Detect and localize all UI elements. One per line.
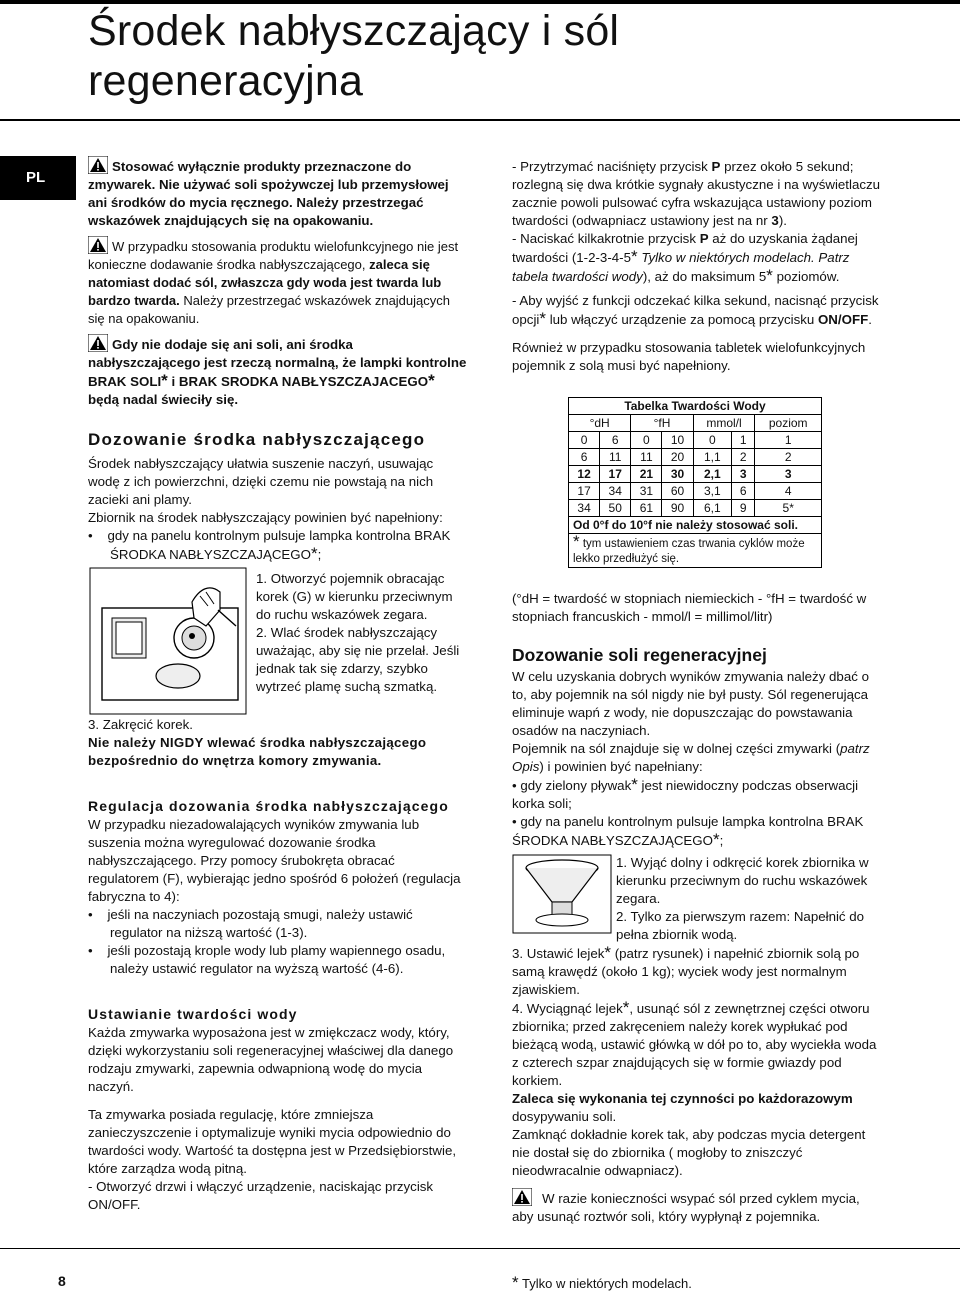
- warning-icon: [88, 156, 108, 174]
- table-row: 0 6 0 10 0 1 1: [569, 432, 822, 449]
- salt-close-cap: Zamknąć dokładnie korek tak, aby podczas mycia detergent nie dostał się do zbiornika ( mogłoby to zniszczyć nieodwracalnie odwapniacz).: [512, 1127, 866, 1178]
- right-column: [512, 158, 884, 1226]
- water-softener-text: Każda zmywarka wyposażona jest w zmiękczacz wody, który, dzięki wykorzystaniu soli regeneracyjnej właściwej dla danego rodzaju zmywarki, zapewnia odwapnioną wodę do mycia naczyń.: [88, 1025, 454, 1094]
- salt-container-location: Pojemnik na sól znajduje się w dolnej części zmywarki (patrz Opis) i powinien być napełniany:: [512, 741, 870, 774]
- hardness-step-press-p: - Naciskać kilkakrotnie przycisk P aż do uzyskania żądanej twardości (1-2-3-4-5* Tylko w niektórych modelach. Patrz tabela twardości wody), aż do maksimum 5* poziomów.: [512, 231, 858, 285]
- table-header: mmol/l: [693, 415, 755, 432]
- rinse-aid-step-3: 3. Zakręcić korek.: [88, 717, 193, 732]
- salt-recommendation: Zaleca się wykonania tej czynności po każdorazowym: [512, 1091, 853, 1106]
- table-row: 34 50 61 90 6,1 9 5*: [569, 500, 822, 517]
- table-row: 6 11 11 20 1,1 2 2: [569, 449, 822, 466]
- warning-icon: [88, 334, 108, 352]
- salt-step-1: 1. Wyjąć dolny i odkręcić korek zbiornika w kierunku przeciwnym do ruchu wskazówek zegara.: [616, 855, 869, 906]
- table-row: 17 34 31 60 3,1 6 4: [569, 483, 822, 500]
- rinse-aid-step-2: 2. Wlać środek nabłyszczający uważając, aby się nie przelał. Jeśli jednak tak się zdarzy, szybko wytrzeć plamę suchą szmatką.: [256, 625, 460, 694]
- heading-water-hardness: Ustawianie twardości wody: [88, 1006, 298, 1022]
- heading-rinse-aid-regulation: Regulacja dozowania środka nabłyszczającego: [88, 798, 449, 814]
- table-caption: Tabelka Twardości Wody: [569, 398, 822, 415]
- rinse-aid-bullet: • gdy na panelu kontrolnym pulsuje lampka kontrolna BRAK ŚRODKA NABŁYSZCZAJĄCEGO*;: [88, 528, 451, 563]
- hardness-step-open-door: - Otworzyć drzwi i włączyć urządzenie, naciskając przycisk ON/OFF.: [88, 1179, 434, 1212]
- heading-rinse-aid-dosing: Dozowanie środka nabłyszczającego: [88, 430, 426, 449]
- table-note: Od 0°f do 10°f nie należy stosować soli.: [569, 517, 822, 534]
- salt-step-4: 4. Wyciągnąć lejek*, usunąć sól z zewnętrznej części otworu zbiornika; przed zakręceniem należy korek wypłukać pod bieżącą wodą, ustawić główką w dół po to, aby wyciekła woda z czterech szpar znajdujących się w formie gwiazdy pod korkiem.: [512, 998, 877, 1088]
- footer-footnote: * Tylko w niektórych modelach.: [512, 1273, 692, 1292]
- page-title: [88, 6, 948, 106]
- footer-rule: [0, 1248, 960, 1249]
- salt-warning: W razie konieczności wsypać sól przed cyklem mycia, aby usunąć roztwór soli, który wypłynął z pojemnika.: [512, 1188, 884, 1226]
- rinse-aid-intro: Środek nabłyszczający ułatwia suszenie naczyń, usuwając wodę z ich powierzchni, dzięki czemu nie powstają na nich zacieki ani plamy.: [88, 456, 434, 507]
- multifunction-tablets-note: Również w przypadku stosowania tabletek wielofunkcyjnych pojemnik z solą musi być napełniony.: [512, 340, 866, 373]
- rinse-aid-never-warning: Nie należy NIGDY wlewać środka nabłyszczającego bezpośrednio do wnętrza komory zmywania.: [88, 735, 427, 768]
- salt-funnel-illustration: [512, 854, 612, 934]
- rinse-aid-fill-when: Zbiornik na środek nabłyszczający powinien być napełniony:: [88, 510, 443, 525]
- title-top-rule: [0, 0, 960, 4]
- hardness-step-hold-p: - Przytrzymać naciśnięty przycisk P przez około 5 sekund; rozlegną się dwa krótkie sygnały akustyczne i na wyświetlaczu zacznie powoli pulsować cyfra wskazująca ustawiony poziom twardości (odwapniacz ustawiony jest na nr 3).: [512, 159, 881, 228]
- table-header: °fH: [631, 415, 693, 432]
- hardness-regulation-text: Ta zmywarka posiada regulację, które zmniejsza zanieczyszczenie i optymalizuje wyniki mycia odpowiednio do twardości wody. Wartość ta dostępna jest w Przedsiębiorstwie, które zarządza wodą pitną.: [88, 1107, 457, 1176]
- salt-bullet-2: • gdy na panelu kontrolnym pulsuje lampka kontrolna BRAK ŚRODKA NABŁYSZCZAJĄCEGO*;: [512, 814, 864, 849]
- salt-bullet-1: • gdy zielony pływak* jest niewidoczny podczas obserwacji korka soli;: [512, 775, 859, 811]
- regulation-bullet-2: • jeśli pozostają krople wody lub plamy wapiennego osadu, należy ustawić regulator na wyższą wartość (4-6).: [88, 943, 446, 976]
- rinse-aid-step-1: 1. Otworzyć pojemnik obracając korek (G) w kierunku przeciwnym do ruchu wskazówek zegara.: [256, 571, 453, 622]
- left-column: [88, 156, 468, 1214]
- salt-steps: [612, 854, 884, 944]
- language-tab: PL: [0, 156, 76, 200]
- rinse-aid-figure-row: [88, 566, 468, 716]
- warning-icon: [88, 236, 108, 254]
- hardness-step-exit: - Aby wyjść z funkcji odczekać kilka sekund, nacisnąć przycisk opcji* lub włączyć urządzenie za pomocą przycisku ON/OFF.: [512, 293, 879, 328]
- water-hardness-table: [568, 397, 822, 568]
- hardness-units-note: (°dH = twardość w stopniach niemieckich - °fH = twardość w stopniach francuskich - mmol/l = millimol/litr): [512, 591, 867, 624]
- table-header: poziom: [755, 415, 822, 432]
- table-header: °dH: [569, 415, 631, 432]
- salt-intro: W celu uzyskania dobrych wyników zmywania należy dbać o to, aby pojemnik na sól nigdy nie był pusty. Sól regenerująca eliminuje wapń z wody, nie dopuszczając do powstawania osadów na naczyniach.: [512, 669, 869, 738]
- title-line-2: regeneracyjna: [88, 57, 364, 105]
- rinse-aid-dispenser-illustration: [88, 566, 248, 716]
- table-row: 12 17 21 30 2,1 3 3: [569, 466, 822, 483]
- salt-figure-row: [512, 854, 884, 944]
- title-bottom-rule: [0, 119, 960, 121]
- heading-salt-dosing: Dozowanie soli regeneracyjnej: [512, 645, 767, 665]
- warning-icon: [512, 1188, 532, 1206]
- salt-step-2: 2. Tylko za pierwszym razem: Napełnić do pełna zbiornik wodą.: [616, 909, 865, 942]
- rinse-aid-steps: [248, 566, 468, 716]
- warning-multifunction: W przypadku stosowania produktu wielofunkcyjnego nie jest konieczne dodawanie środka nabłyszczającego, zaleca się natomiast dodać sól, zwłaszcza gdy woda jest twarda lub bardzo twarda. Należy przestrzegać wskazówek znajdujących się na opakowaniu.: [88, 236, 468, 328]
- regulation-text: W przypadku niezadowalających wyników zmywania lub suszenia można wyregulować dozowanie środka nabłyszczającego. Przy pomocy śrubokręta obracać regulatorem (F), wybierając jedno spośród 6 położeń (regulacja fabryczna to 4):: [88, 817, 461, 904]
- table-footnote: * tym ustawieniem czas trwania cyklów może lekko przedłużyć się.: [569, 534, 822, 568]
- warning-indicator-lamps: Gdy nie dodaje się ani soli, ani środka nabłyszczającego jest rzeczą normalną, że lampki kontrolne BRAK SOLI* i BRAK SRODKA NABŁYSZCZAJACEGO* będą nadal świeciły się.: [88, 334, 468, 409]
- regulation-bullet-1: • jeśli na naczyniach pozostają smugi, należy ustawić regulator na niższą wartość (1-3).: [88, 907, 413, 940]
- salt-dosyp: dosypywaniu soli.: [512, 1109, 617, 1124]
- warning-products: Stosować wyłącznie produkty przeznaczone do zmywarek. Nie używać soli spożywczej lub przemysłowej ani środków do mycia ręcznego. Należy przestrzegać wskazówek znajdujących się na opakowaniu.: [88, 156, 468, 230]
- page-number: 8: [58, 1273, 66, 1289]
- salt-step-3: 3. Ustawić lejek* (patrz rysunek) i napełnić zbiornik solą po samą krawędź (około 1 kg); wyciek wody jest normalnym zjawiskiem.: [512, 943, 860, 997]
- title-line-1: Środek nabłyszczający i sól: [88, 7, 620, 55]
